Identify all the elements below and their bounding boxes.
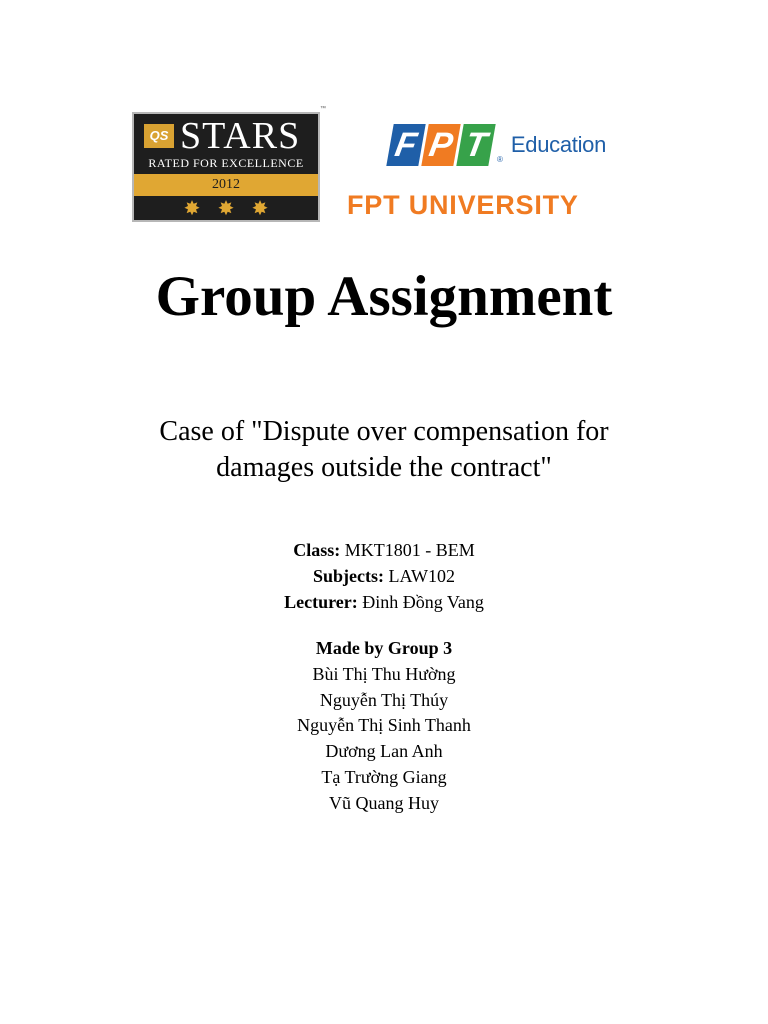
course-info	[0, 537, 768, 615]
member-name: Nguyễn Thị Sinh Thanh	[297, 715, 471, 736]
subjects-label: Subjects:	[312, 566, 384, 586]
fpt-education-logo	[390, 120, 606, 170]
group-heading: Made by Group 3	[315, 638, 453, 658]
member-name: Tạ Trường Giang	[321, 766, 447, 787]
class-value: MKT1801 - BEM	[344, 540, 475, 560]
member-name: Vũ Quang Huy	[329, 792, 439, 813]
case-line-2: damages outside the contract"	[216, 452, 552, 483]
class-row	[0, 537, 768, 563]
subjects-value: LAW102	[388, 566, 456, 586]
fpt-registered-mark: ®	[497, 155, 503, 164]
member-name: Bùi Thị Thu Hường	[312, 663, 456, 684]
lecturer-label: Lecturer:	[284, 592, 358, 612]
member-name: Dương Lan Anh	[325, 741, 443, 762]
fpt-letter-p: P	[421, 124, 460, 166]
member-name: Nguyễn Thị Thúy	[319, 689, 449, 710]
qs-star-rating	[134, 198, 318, 218]
qs-star-icon: ✸	[217, 196, 235, 220]
fpt-letter-f: F	[386, 124, 425, 166]
subjects-row	[0, 563, 768, 589]
qs-star-icon: ✸	[251, 196, 269, 220]
qs-mark: QS	[144, 124, 174, 148]
case-line-1: Case of "Dispute over compensation for	[159, 416, 609, 447]
qs-star-icon: ✸	[183, 196, 201, 220]
qs-trademark: ™	[320, 106, 326, 112]
class-label: Class:	[293, 540, 341, 560]
fpt-letter-t: T	[456, 124, 495, 166]
fpt-education-text: Education	[510, 132, 607, 157]
logo-header	[0, 106, 768, 226]
qs-rated-text: RATED FOR EXCELLENCE	[148, 156, 304, 170]
qs-year: 2012	[134, 174, 318, 196]
fpt-university-text: FPT UNIVERSITY	[347, 190, 579, 220]
document-title: Group Assignment	[155, 265, 613, 328]
qs-stars-logo	[132, 112, 320, 222]
group-members	[0, 636, 768, 817]
lecturer-value: Đinh Đồng Vang	[362, 592, 484, 612]
lecturer-row	[0, 589, 768, 615]
case-subtitle	[0, 414, 768, 486]
qs-stars-text: STARS	[180, 115, 301, 157]
